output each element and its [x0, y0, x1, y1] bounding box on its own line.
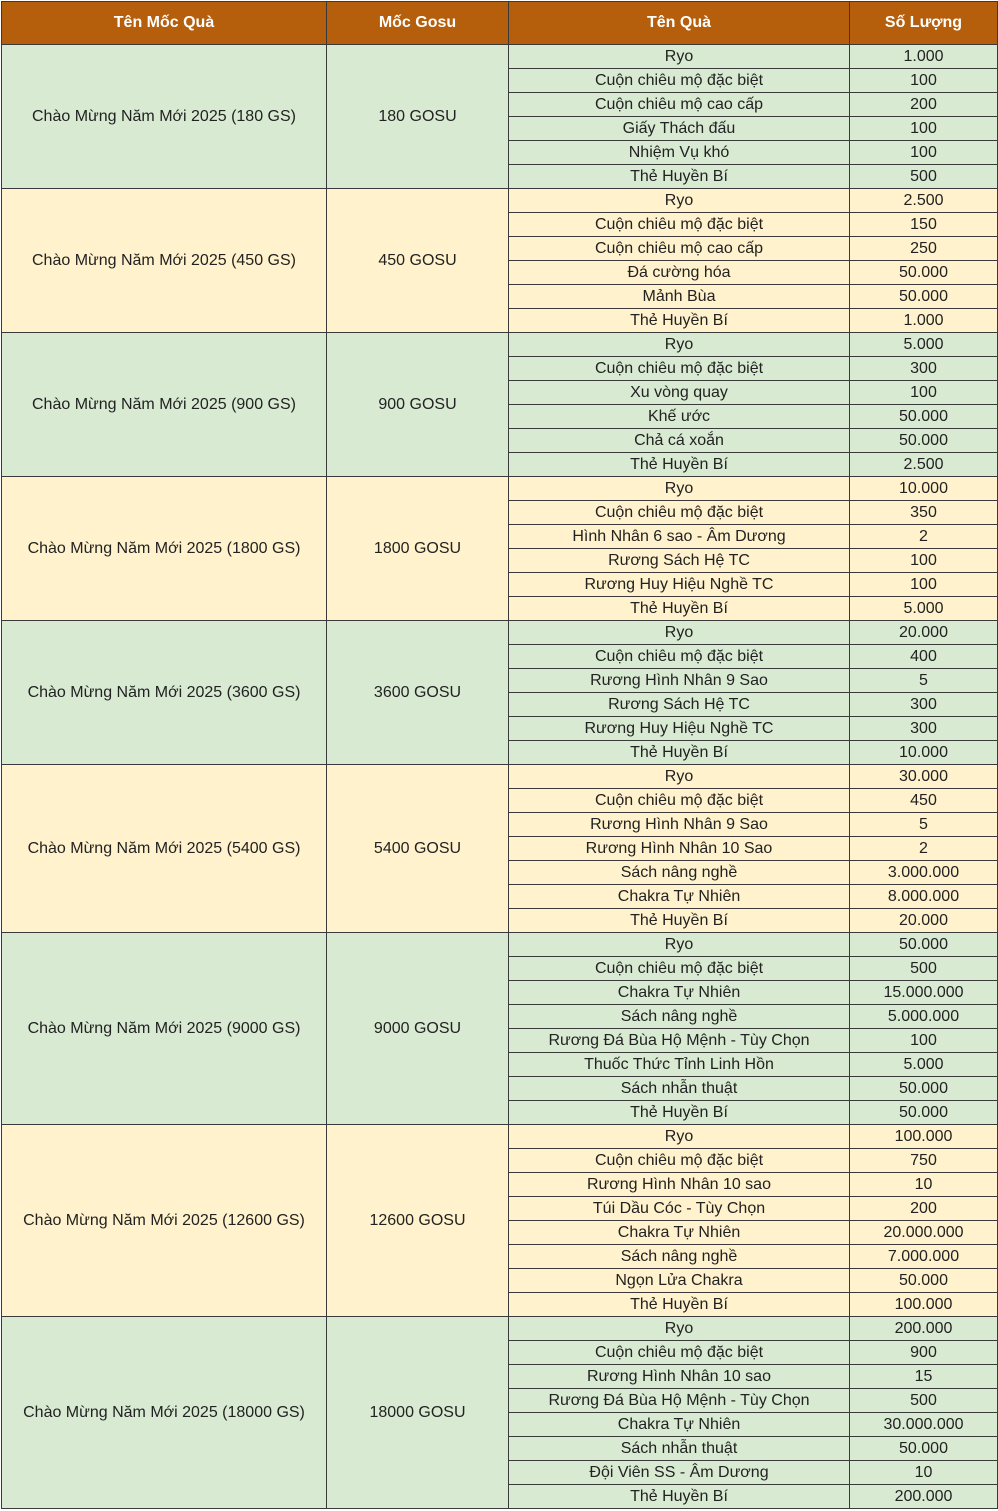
gift-name-cell: Khế ước — [509, 405, 850, 429]
quantity-cell: 100 — [850, 381, 998, 405]
quantity-cell: 30.000 — [850, 765, 998, 789]
table-row — [2, 45, 998, 69]
gift-name-cell: Cuộn chiêu mộ cao cấp — [509, 237, 850, 261]
quantity-cell: 450 — [850, 789, 998, 813]
gift-name-cell: Rương Đá Bùa Hộ Mệnh - Tùy Chọn — [509, 1029, 850, 1053]
gift-name-cell: Rương Sách Hệ TC — [509, 693, 850, 717]
gift-name-cell: Chả cá xoắn — [509, 429, 850, 453]
gift-name-cell: Ngọn Lửa Chakra — [509, 1269, 850, 1293]
gift-name-cell: Ryo — [509, 621, 850, 645]
quantity-cell: 1.000 — [850, 309, 998, 333]
table-body — [2, 45, 998, 1509]
table-row — [2, 189, 998, 213]
quantity-cell: 300 — [850, 717, 998, 741]
quantity-cell: 50.000 — [850, 1101, 998, 1125]
milestone-name-cell: Chào Mừng Năm Mới 2025 (1800 GS) — [2, 477, 327, 621]
quantity-cell: 500 — [850, 165, 998, 189]
gift-name-cell: Cuộn chiêu mộ đặc biệt — [509, 1149, 850, 1173]
table-row — [2, 1317, 998, 1341]
quantity-cell: 50.000 — [850, 405, 998, 429]
gift-name-cell: Chakra Tự Nhiên — [509, 885, 850, 909]
quantity-cell: 2 — [850, 525, 998, 549]
gift-name-cell: Cuộn chiêu mộ đặc biệt — [509, 1341, 850, 1365]
gift-name-cell: Ryo — [509, 1125, 850, 1149]
gift-name-cell: Đá cường hóa — [509, 261, 850, 285]
header-milestone-name: Tên Mốc Quà — [2, 2, 327, 45]
gift-name-cell: Thẻ Huyền Bí — [509, 1293, 850, 1317]
quantity-cell: 100 — [850, 549, 998, 573]
gosu-cell: 9000 GOSU — [327, 933, 509, 1125]
quantity-cell: 200 — [850, 93, 998, 117]
quantity-cell: 100 — [850, 1029, 998, 1053]
quantity-cell: 300 — [850, 693, 998, 717]
gift-name-cell: Cuộn chiêu mộ đặc biệt — [509, 69, 850, 93]
quantity-cell: 100 — [850, 69, 998, 93]
gift-name-cell: Rương Huy Hiệu Nghề TC — [509, 717, 850, 741]
reward-table — [1, 1, 998, 1509]
gift-name-cell: Thẻ Huyền Bí — [509, 165, 850, 189]
gift-name-cell: Ryo — [509, 933, 850, 957]
gift-name-cell: Thẻ Huyền Bí — [509, 453, 850, 477]
gift-name-cell: Hình Nhân 6 sao - Âm Dương — [509, 525, 850, 549]
gift-name-cell: Thẻ Huyền Bí — [509, 597, 850, 621]
quantity-cell: 8.000.000 — [850, 885, 998, 909]
gift-name-cell: Ryo — [509, 189, 850, 213]
quantity-cell: 2.500 — [850, 453, 998, 477]
milestone-name-cell: Chào Mừng Năm Mới 2025 (450 GS) — [2, 189, 327, 333]
gift-name-cell: Rương Huy Hiệu Nghề TC — [509, 573, 850, 597]
quantity-cell: 50.000 — [850, 1077, 998, 1101]
quantity-cell: 7.000.000 — [850, 1245, 998, 1269]
table-row — [2, 333, 998, 357]
quantity-cell: 50.000 — [850, 261, 998, 285]
gift-name-cell: Chakra Tự Nhiên — [509, 981, 850, 1005]
gift-name-cell: Cuộn chiêu mộ đặc biệt — [509, 645, 850, 669]
quantity-cell: 2.500 — [850, 189, 998, 213]
quantity-cell: 100 — [850, 573, 998, 597]
gosu-cell: 3600 GOSU — [327, 621, 509, 765]
gift-name-cell: Cuộn chiêu mộ đặc biệt — [509, 957, 850, 981]
quantity-cell: 250 — [850, 237, 998, 261]
quantity-cell: 20.000.000 — [850, 1221, 998, 1245]
quantity-cell: 5.000 — [850, 333, 998, 357]
gift-name-cell: Thuốc Thức Tỉnh Linh Hồn — [509, 1053, 850, 1077]
milestone-name-cell: Chào Mừng Năm Mới 2025 (12600 GS) — [2, 1125, 327, 1317]
quantity-cell: 100 — [850, 141, 998, 165]
quantity-cell: 50.000 — [850, 1269, 998, 1293]
milestone-name-cell: Chào Mừng Năm Mới 2025 (900 GS) — [2, 333, 327, 477]
gift-name-cell: Thẻ Huyền Bí — [509, 741, 850, 765]
gift-name-cell: Sách nâng nghề — [509, 861, 850, 885]
gift-name-cell: Rương Sách Hệ TC — [509, 549, 850, 573]
quantity-cell: 500 — [850, 1389, 998, 1413]
quantity-cell: 300 — [850, 357, 998, 381]
quantity-cell: 1.000 — [850, 45, 998, 69]
milestone-name-cell: Chào Mừng Năm Mới 2025 (3600 GS) — [2, 621, 327, 765]
table-row — [2, 621, 998, 645]
quantity-cell: 5.000 — [850, 1053, 998, 1077]
header-quantity: Số Lượng — [850, 2, 998, 45]
quantity-cell: 200 — [850, 1197, 998, 1221]
quantity-cell: 350 — [850, 501, 998, 525]
quantity-cell: 500 — [850, 957, 998, 981]
quantity-cell: 2 — [850, 837, 998, 861]
gift-name-cell: Sách nâng nghề — [509, 1245, 850, 1269]
gift-name-cell: Sách nhẫn thuật — [509, 1077, 850, 1101]
gift-name-cell: Ryo — [509, 45, 850, 69]
gift-name-cell: Thẻ Huyền Bí — [509, 909, 850, 933]
quantity-cell: 10 — [850, 1461, 998, 1485]
quantity-cell: 10.000 — [850, 741, 998, 765]
gift-name-cell: Ryo — [509, 765, 850, 789]
quantity-cell: 150 — [850, 213, 998, 237]
table-row — [2, 933, 998, 957]
gosu-cell: 18000 GOSU — [327, 1317, 509, 1509]
gift-name-cell: Cuộn chiêu mộ đặc biệt — [509, 789, 850, 813]
quantity-cell: 50.000 — [850, 429, 998, 453]
milestone-name-cell: Chào Mừng Năm Mới 2025 (5400 GS) — [2, 765, 327, 933]
gosu-cell: 5400 GOSU — [327, 765, 509, 933]
milestone-name-cell: Chào Mừng Năm Mới 2025 (9000 GS) — [2, 933, 327, 1125]
quantity-cell: 100.000 — [850, 1125, 998, 1149]
gift-name-cell: Rương Đá Bùa Hộ Mệnh - Tùy Chọn — [509, 1389, 850, 1413]
gift-name-cell: Ryo — [509, 1317, 850, 1341]
quantity-cell: 5.000 — [850, 597, 998, 621]
quantity-cell: 15.000.000 — [850, 981, 998, 1005]
gift-name-cell: Cuộn chiêu mộ đặc biệt — [509, 213, 850, 237]
gift-name-cell: Cuộn chiêu mộ cao cấp — [509, 93, 850, 117]
quantity-cell: 100 — [850, 117, 998, 141]
table-row — [2, 1125, 998, 1149]
table-row — [2, 477, 998, 501]
quantity-cell: 20.000 — [850, 621, 998, 645]
header-gift-name: Tên Quà — [509, 2, 850, 45]
gift-name-cell: Rương Hình Nhân 10 sao — [509, 1365, 850, 1389]
gift-name-cell: Chakra Tự Nhiên — [509, 1221, 850, 1245]
gift-name-cell: Rương Hình Nhân 10 sao — [509, 1173, 850, 1197]
table-row — [2, 765, 998, 789]
gift-name-cell: Túi Dầu Cóc - Tùy Chọn — [509, 1197, 850, 1221]
quantity-cell: 20.000 — [850, 909, 998, 933]
gift-name-cell: Sách nhẫn thuật — [509, 1437, 850, 1461]
quantity-cell: 10 — [850, 1173, 998, 1197]
quantity-cell: 50.000 — [850, 1437, 998, 1461]
gosu-cell: 180 GOSU — [327, 45, 509, 189]
quantity-cell: 200.000 — [850, 1317, 998, 1341]
gift-name-cell: Rương Hình Nhân 10 Sao — [509, 837, 850, 861]
gift-name-cell: Cuộn chiêu mộ đặc biệt — [509, 357, 850, 381]
gift-name-cell: Ryo — [509, 333, 850, 357]
quantity-cell: 750 — [850, 1149, 998, 1173]
quantity-cell: 900 — [850, 1341, 998, 1365]
quantity-cell: 200.000 — [850, 1485, 998, 1509]
gift-name-cell: Rương Hình Nhân 9 Sao — [509, 669, 850, 693]
quantity-cell: 5 — [850, 813, 998, 837]
gosu-cell: 900 GOSU — [327, 333, 509, 477]
milestone-name-cell: Chào Mừng Năm Mới 2025 (18000 GS) — [2, 1317, 327, 1509]
gift-name-cell: Xu vòng quay — [509, 381, 850, 405]
quantity-cell: 30.000.000 — [850, 1413, 998, 1437]
milestone-name-cell: Chào Mừng Năm Mới 2025 (180 GS) — [2, 45, 327, 189]
gift-name-cell: Đội Viên SS - Âm Dương — [509, 1461, 850, 1485]
quantity-cell: 400 — [850, 645, 998, 669]
gosu-cell: 12600 GOSU — [327, 1125, 509, 1317]
gosu-cell: 1800 GOSU — [327, 477, 509, 621]
header-row — [2, 2, 998, 45]
gift-name-cell: Chakra Tự Nhiên — [509, 1413, 850, 1437]
quantity-cell: 100.000 — [850, 1293, 998, 1317]
gift-name-cell: Thẻ Huyền Bí — [509, 309, 850, 333]
gift-name-cell: Thẻ Huyền Bí — [509, 1101, 850, 1125]
quantity-cell: 5 — [850, 669, 998, 693]
gosu-cell: 450 GOSU — [327, 189, 509, 333]
gift-name-cell: Nhiệm Vụ khó — [509, 141, 850, 165]
gift-name-cell: Mảnh Bùa — [509, 285, 850, 309]
quantity-cell: 5.000.000 — [850, 1005, 998, 1029]
quantity-cell: 10.000 — [850, 477, 998, 501]
gift-name-cell: Sách nâng nghề — [509, 1005, 850, 1029]
quantity-cell: 15 — [850, 1365, 998, 1389]
gift-name-cell: Giấy Thách đấu — [509, 117, 850, 141]
gift-name-cell: Ryo — [509, 477, 850, 501]
gift-name-cell: Cuộn chiêu mộ đặc biệt — [509, 501, 850, 525]
header-gosu: Mốc Gosu — [327, 2, 509, 45]
quantity-cell: 3.000.000 — [850, 861, 998, 885]
gift-name-cell: Rương Hình Nhân 9 Sao — [509, 813, 850, 837]
quantity-cell: 50.000 — [850, 285, 998, 309]
quantity-cell: 50.000 — [850, 933, 998, 957]
gift-name-cell: Thẻ Huyền Bí — [509, 1485, 850, 1509]
